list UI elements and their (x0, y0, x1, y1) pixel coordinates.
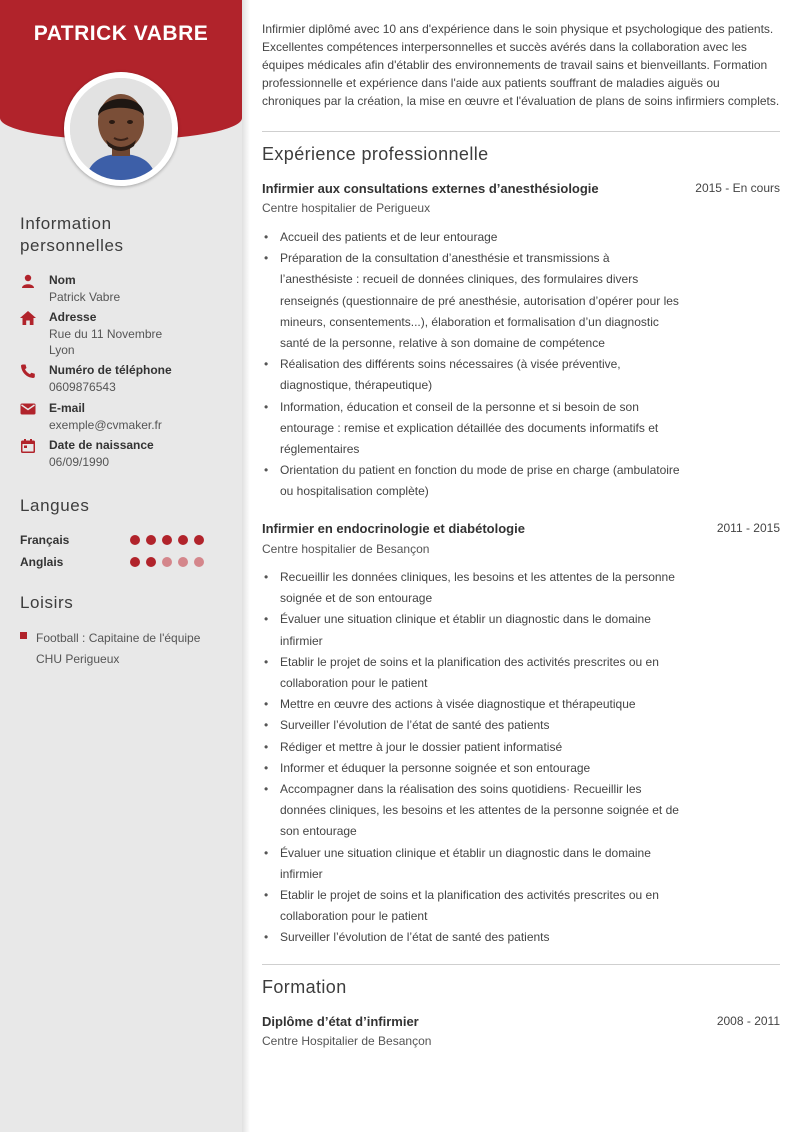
level-dot-empty (178, 557, 188, 567)
job-bullets (262, 567, 682, 949)
hobbies-title: Loisirs (20, 593, 74, 612)
education-organization: Centre Hospitalier de Besançon (262, 1034, 432, 1048)
info-label: Numéro de téléphone (49, 363, 172, 377)
education-dates: 2008 - 2011 (716, 1014, 780, 1028)
personal-info-title-line2: personnelles (20, 236, 124, 255)
level-dot-filled (178, 535, 188, 545)
level-dot-filled (194, 535, 204, 545)
info-label: E-mail (49, 401, 86, 415)
email-icon (20, 402, 36, 416)
education-title-item: Diplôme d’état d’infirmier (262, 1014, 419, 1029)
job-dates: 2015 - En cours (695, 181, 780, 195)
list-item: • Préparation de la consultation d’anesthésie et transmissions à l’anesthésiste : recueil de données cliniques, des formulaires divers renseignés (questionnaire de pré anesthésie, autorisation d’opérer pour les mineurs, consentements...), élaboration et formalisation d’un diagnostic santé de la personne, relative à son domaine de compétence (262, 248, 682, 354)
job-title: Infirmier en endocrinologie et diabétologie (262, 521, 525, 536)
job-organization: Centre hospitalier de Besançon (262, 542, 430, 556)
list-item: • Etablir le projet de soins et la planification des activités prescrites ou en collaboration pour le patient (262, 652, 682, 694)
list-item: • Etablir le projet de soins et la planification des activités prescrites ou en collaboration pour le patient (262, 885, 682, 927)
languages-title: Langues (20, 496, 90, 515)
address-street: Rue du 11 Novembre (49, 327, 163, 341)
language-name: Français (20, 533, 70, 547)
list-item: • Surveiller l’évolution de l’état de santé des patients (262, 927, 682, 948)
list-item: • Accompagner dans la réalisation des soins quotidiens· Recueillir les données cliniques, les besoins et les attentes de la personne soignée et de son entourage (262, 779, 682, 843)
list-item: • Mettre en œuvre des actions à visée diagnostique et thérapeutique (262, 694, 682, 715)
phone-icon (20, 364, 36, 378)
profile-photo (64, 72, 178, 186)
list-item: • Informer et éduquer la personne soignée et son entourage (262, 758, 682, 779)
list-item: • Réalisation des différents soins nécessaires (à visée préventive, diagnostique, thérapeutique) (262, 354, 682, 396)
divider (262, 964, 780, 965)
info-value: 06/09/1990 (49, 455, 110, 469)
experience-title: Expérience professionnelle (262, 144, 489, 164)
address-city: Lyon (49, 343, 75, 357)
list-item: • Évaluer une situation clinique et établir un diagnostic dans le domaine infirmier (262, 609, 682, 651)
language-name: Anglais (20, 555, 64, 569)
list-item: • Accueil des patients et de leur entourage (262, 227, 682, 248)
sidebar-shadow (242, 0, 250, 1132)
level-dot-empty (194, 557, 204, 567)
divider (262, 131, 780, 132)
info-label: Adresse (49, 310, 97, 324)
info-value (49, 326, 162, 358)
list-item: • Surveiller l’évolution de l’état de santé des patients (262, 715, 682, 736)
info-label: Nom (49, 273, 76, 287)
list-item: • Rédiger et mettre à jour le dossier patient informatisé (262, 737, 682, 758)
job-title: Infirmier aux consultations externes d’anesthésiologie (262, 181, 599, 196)
education-title: Formation (262, 977, 347, 997)
level-dot-filled (162, 535, 172, 545)
personal-info-title (20, 213, 124, 257)
info-value: exemple@cvmaker.fr (49, 418, 162, 432)
info-label: Date de naissance (49, 438, 154, 452)
info-value: 0609876543 (49, 380, 116, 394)
calendar-icon (20, 439, 36, 453)
job-dates: 2011 - 2015 (716, 521, 780, 535)
job-bullets (262, 227, 682, 503)
person-icon (20, 274, 36, 288)
home-icon (20, 311, 36, 325)
level-dot-filled (146, 535, 156, 545)
level-dot-filled (130, 535, 140, 545)
language-row (20, 533, 210, 549)
hobby-text: Football : Capitaine de l'équipe CHU Perigueux (36, 631, 201, 666)
candidate-name: PATRICK VABRE (33, 22, 209, 45)
person-portrait-icon (70, 78, 172, 180)
level-dot-filled (130, 557, 140, 567)
list-item: • Recueillir les données cliniques, les besoins et les attentes de la personne soignée et de son entourage (262, 567, 682, 609)
level-dot-empty (162, 557, 172, 567)
level-dot-filled (146, 557, 156, 567)
avatar (70, 78, 172, 180)
list-item: • Information, éducation et conseil de la personne et si besoin de son entourage : remise et explication détaillée des documents informatifs et réglementaires (262, 397, 682, 461)
language-row (20, 555, 210, 571)
personal-info-title-line1: Information (20, 214, 112, 233)
square-bullet-icon (20, 632, 27, 639)
list-item: • Orientation du patient en fonction du mode de prise en charge (ambulatoire ou hospitalisation complète) (262, 460, 682, 502)
profile-summary: Infirmier diplômé avec 10 ans d'expérience dans le soin physique et psychologique des patients. Excellentes compétences interpersonnelles et succès avérés dans la collaboration avec les équipes médicales afin d'établir des environnements de travail sains et bienveillants. Formation professionnelle et expérience dans l'aide aux patients souffrant de maladies aiguës ou chroniques par la création, la mise en œuvre et l'évaluation de plans de soins infirmiers complets. (262, 22, 780, 108)
job-organization: Centre hospitalier de Perigueux (262, 201, 431, 215)
list-item: • Évaluer une situation clinique et établir un diagnostic dans le domaine infirmier (262, 843, 682, 885)
info-value: Patrick Vabre (49, 290, 121, 304)
